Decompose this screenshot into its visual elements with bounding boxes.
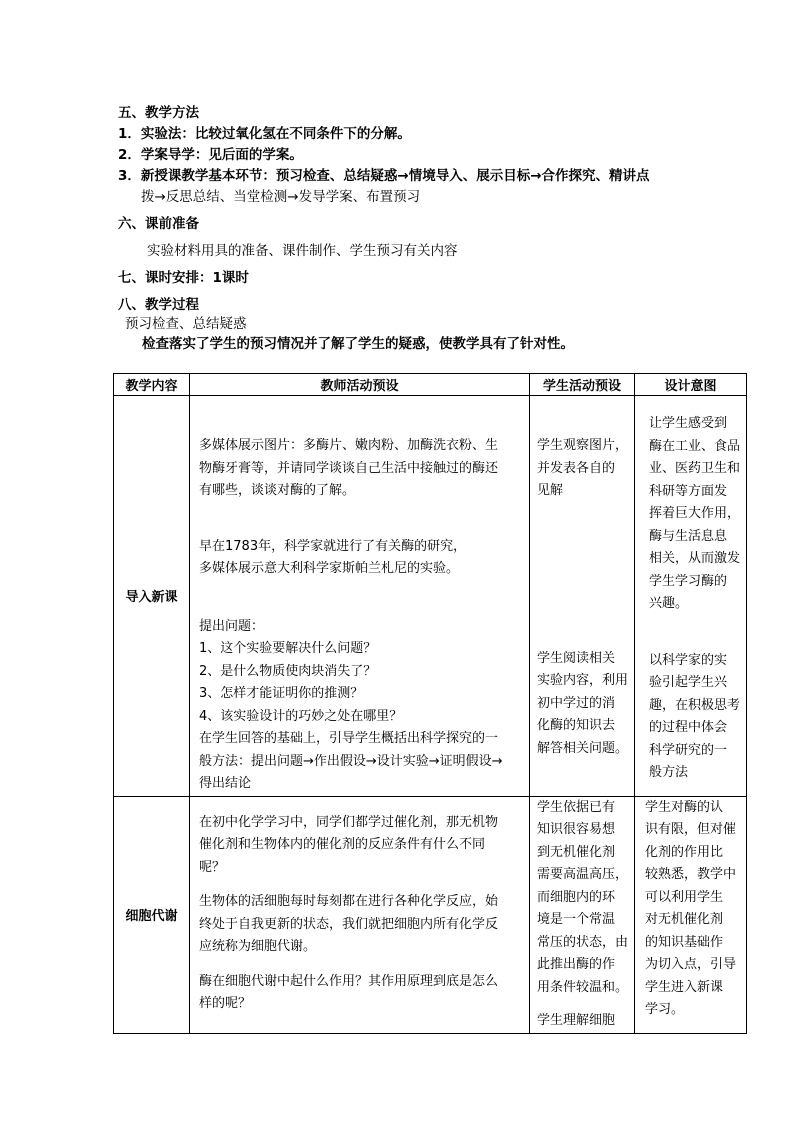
teacher-para: 酶在细胞代谢中起什么作用？其作用原理到底是怎么 样的呢？ bbox=[199, 973, 499, 1011]
section5-heading: 五、教学方法 bbox=[118, 105, 199, 121]
design-intent-metabolism bbox=[635, 796, 747, 1033]
student-activity-intro bbox=[530, 396, 635, 797]
section5-item-3-continued: 拨→反思总结、当堂检测→发导学案、布置预习 bbox=[141, 189, 421, 205]
section6-text: 实验材料用具的准备、课件制作、学生预习有关内容 bbox=[147, 243, 458, 259]
student-para: 学生理解细胞 bbox=[537, 1013, 616, 1028]
section6-heading: 六、课前准备 bbox=[118, 216, 199, 232]
design-para: 以科学家的实 验引起学生兴 趣，在积极思考 的过程中体会 科学研究的一 般方法 bbox=[649, 652, 741, 780]
section5-item-1: 1．实验法：比较过氧化氢在不同条件下的分解。 bbox=[118, 126, 411, 142]
section8-text: 检查落实了学生的预习情况并了解了学生的疑惑，使教学具有了针对性。 bbox=[142, 336, 574, 352]
section5-item-2: 2．学案导学：见后面的学案。 bbox=[118, 147, 303, 163]
design-para: 学生对酶的认 识有限，但对催 化剂的作用比 较熟悉，教学中 可以利用学生 对无机催化剂 的知识基础作 为切入点，引导 学生进入新课 学习。 bbox=[645, 799, 737, 1017]
teacher-para: 早在1783年，科学家就进行了有关酶的研究， 多媒体展示意大利科学家斯帕兰札尼的实验。 bbox=[199, 538, 467, 576]
table-row bbox=[114, 796, 747, 1033]
header-student: 学生活动预设 bbox=[530, 374, 635, 396]
table-row bbox=[114, 396, 747, 797]
teacher-para: 提出问题： 1、这个实验要解决什么问题？ 2、是什么物质使肉块消失了？ 3、怎样才能证明你的推测？ 4、该实验设计的巧妙之处在哪里？ 在学生回答的基础上，引导学生概括出科学探究的一 般方法：提出问题→作出假设→设计实验→证明假设→ 得出结论 bbox=[199, 618, 503, 791]
header-design: 设计意图 bbox=[635, 374, 747, 396]
student-para: 学生阅读相关 实验内容，利用 初中学过的消 化酶的知识去 解答相关问题。 bbox=[537, 650, 629, 756]
table-header-row bbox=[114, 374, 747, 396]
design-intent-intro bbox=[635, 396, 747, 797]
teacher-para: 生物体的活细胞每时每刻都在进行各种化学反应，始 终处于自我更新的状态，我们就把细胞内所有化学反 应统称为细胞代谢。 bbox=[199, 894, 499, 954]
teacher-activity-metabolism bbox=[190, 796, 530, 1033]
teacher-activity-intro bbox=[190, 396, 530, 797]
teaching-process-table bbox=[113, 373, 747, 1034]
section8-subheading: 预习检查、总结疑惑 bbox=[125, 316, 247, 332]
student-activity-metabolism bbox=[530, 796, 635, 1033]
header-content: 教学内容 bbox=[114, 374, 190, 396]
header-teacher: 教师活动预设 bbox=[190, 374, 530, 396]
row-label-intro: 导入新课 bbox=[114, 396, 190, 797]
teacher-para: 在初中化学学习中，同学们都学过催化剂，那无机物 催化剂和生物体内的催化剂的反应条件有什么不同 呢？ bbox=[199, 814, 499, 875]
section8-heading: 八、教学过程 bbox=[118, 297, 199, 313]
section5-item-3: 3．新授课教学基本环节：预习检查、总结疑惑→情境导入、展示目标→合作探究、精讲点 bbox=[118, 168, 650, 184]
design-para: 让学生感受到 酶在工业、食品 业、医药卫生和 科研等方面发 挥着巨大作用， 酶与生活息息 相关，从而激发 学生学习酶的 兴趣。 bbox=[649, 416, 741, 611]
teacher-para: 多媒体展示图片：多酶片、嫩肉粉、加酶洗衣粉、生 物酶牙膏等，并请同学谈谈自己生活中接触过的酶还 有哪些，谈谈对酶的了解。 bbox=[199, 438, 499, 498]
student-para: 学生依据已有 知识很容易想 到无机催化剂 需要高温高压， 而细胞内的环 境是一个常温 常压的状态，由 此推出酶的作 用条件较温和。 bbox=[537, 799, 629, 995]
row-label-metabolism: 细胞代谢 bbox=[114, 796, 190, 1033]
student-para: 学生观察图片， 并发表各自的 见解 bbox=[537, 438, 629, 498]
section7-heading: 七、课时安排：1课时 bbox=[118, 270, 249, 286]
